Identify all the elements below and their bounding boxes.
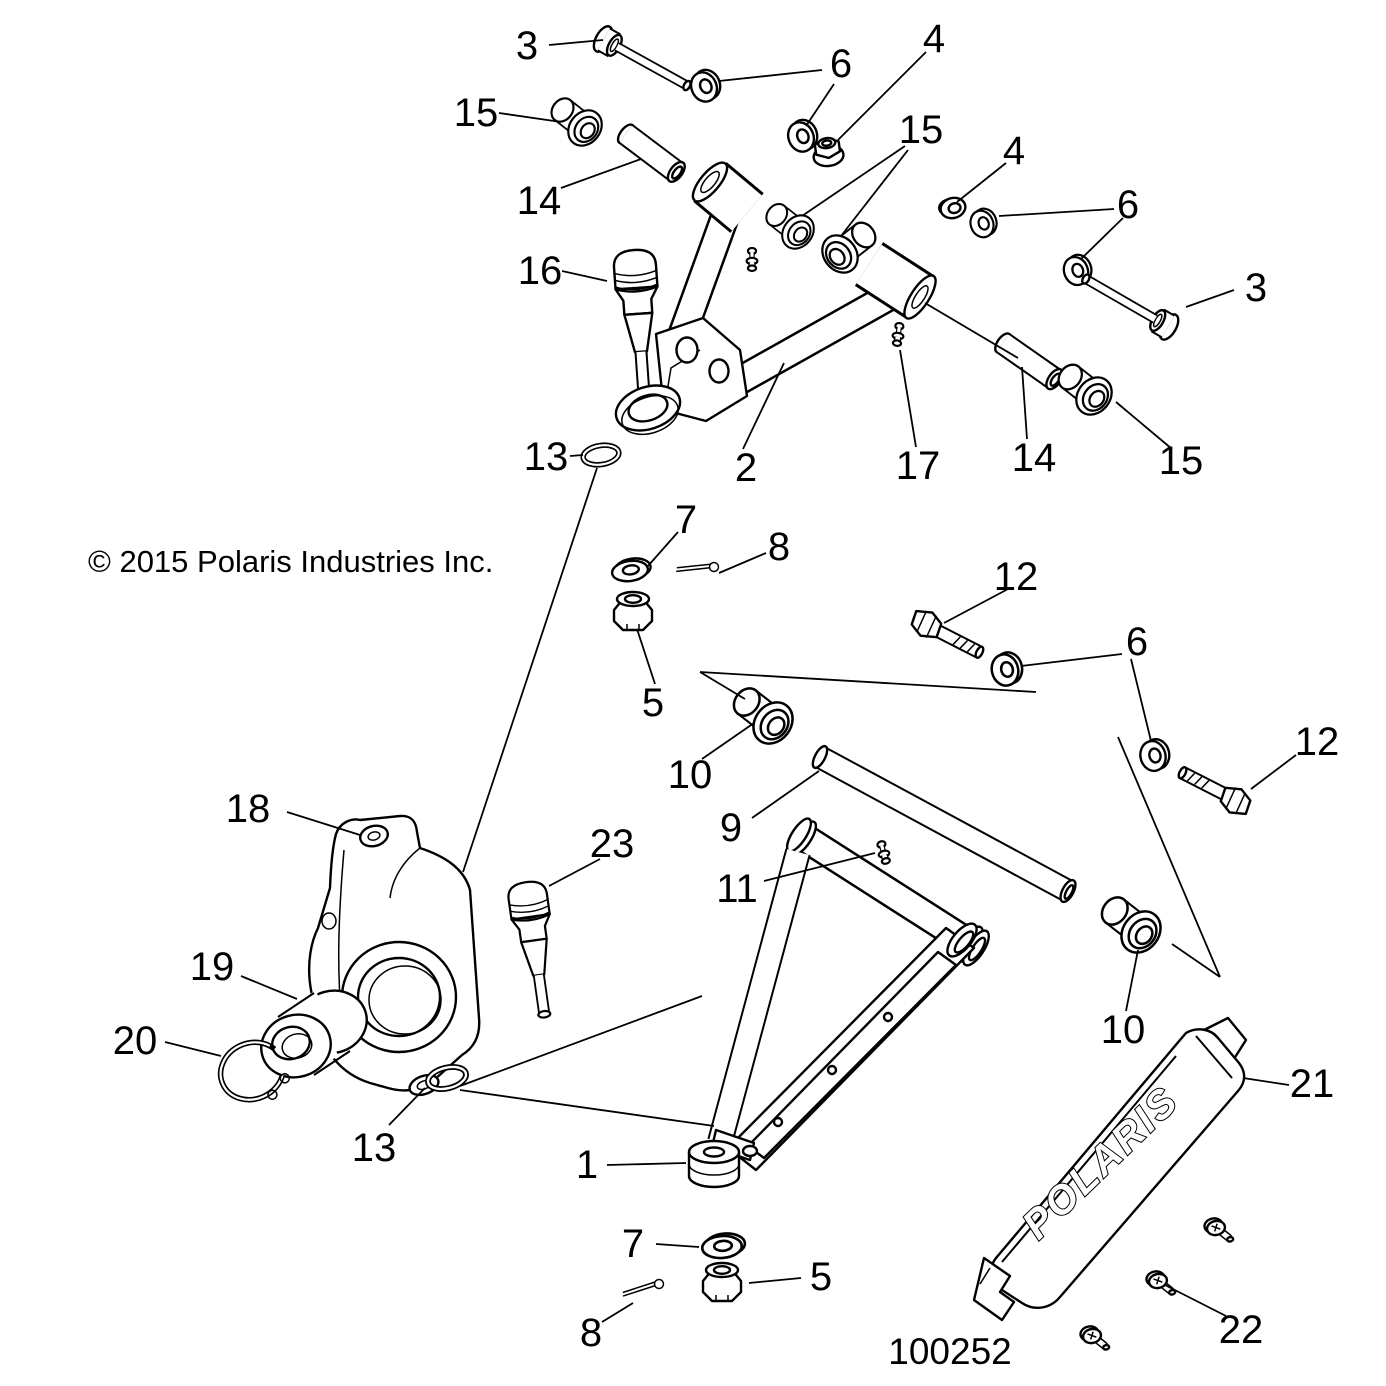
sleeve-14-a [615, 122, 688, 185]
washer-7-bottom [701, 1232, 745, 1259]
leader-line-14 [561, 159, 641, 188]
callout-18-24: 18 [225, 787, 271, 831]
button-bolt-4 [937, 195, 967, 221]
ball-joint-23 [507, 879, 564, 1020]
leader-line-21 [1243, 1078, 1289, 1085]
callout-13-10: 13 [523, 435, 569, 479]
leader-line-15 [841, 150, 908, 236]
leader-line-7 [656, 1244, 699, 1247]
grease-fitting-11 [875, 840, 891, 865]
leader-line-17 [900, 350, 916, 447]
callout-12-17: 12 [993, 555, 1039, 599]
diagram-number: 100252 [888, 1331, 1012, 1372]
callout-5-33: 5 [809, 1255, 833, 1299]
leader-line-6 [999, 209, 1114, 216]
callout-23-25: 23 [589, 822, 635, 866]
leader-line-16 [562, 271, 607, 281]
explosion-lines [460, 303, 1220, 1126]
leader-line-13 [570, 455, 583, 456]
leader-line-6 [719, 70, 822, 81]
leader-line-1 [607, 1163, 686, 1165]
callout-12-22: 12 [1294, 720, 1340, 764]
polaris-logo: POLARIS [1014, 1077, 1188, 1248]
bolt-12-left [907, 606, 988, 665]
screw-22-a [1203, 1215, 1233, 1246]
callout-14-13: 14 [1011, 436, 1057, 480]
callout-4-7: 4 [1002, 129, 1026, 173]
ball-joint-16 [613, 249, 665, 400]
bushing-15-d [1054, 360, 1119, 422]
leader-line-20 [165, 1042, 221, 1056]
callout-8-16: 8 [767, 525, 791, 569]
bolt-3-right [1076, 265, 1182, 342]
grease-fitting-17 [891, 322, 905, 346]
callout-7-15: 7 [674, 498, 698, 542]
leader-line-14 [1022, 367, 1027, 439]
leader-line-4 [957, 163, 1006, 202]
callout-10-29: 10 [1100, 1008, 1146, 1052]
callout-15-3: 15 [453, 91, 499, 135]
callout-15-6: 15 [898, 108, 944, 152]
castle-nut-5-bottom [703, 1263, 741, 1301]
bushing-15-a [547, 94, 609, 152]
washer-6-c [967, 205, 1001, 240]
callout-6-18: 6 [1125, 620, 1149, 664]
leader-line-12 [1251, 755, 1296, 789]
bolt-3-left [590, 23, 696, 99]
callout-11-23: 11 [716, 867, 758, 911]
pivot-bushing-1 [689, 1141, 739, 1187]
callout-4-2: 4 [922, 17, 946, 61]
callout-10-20: 10 [667, 753, 713, 797]
cotter-pin-8-bottom [621, 1269, 665, 1309]
washer-6-e [988, 650, 1025, 689]
washer-7-top [611, 556, 653, 583]
callout-2-11: 2 [734, 446, 758, 490]
sleeve-14-b [992, 330, 1066, 392]
copyright-text: © 2015 Polaris Industries Inc. [88, 544, 494, 579]
lower-a-arm [689, 744, 1078, 1187]
callout-5-19: 5 [641, 681, 665, 725]
callout-15-14: 15 [1158, 439, 1204, 483]
leader-line-6 [1131, 659, 1151, 741]
callout-13-28: 13 [351, 1126, 397, 1170]
callout-17-12: 17 [895, 444, 941, 488]
upper-a-arm [610, 158, 941, 442]
leader-line-5 [749, 1278, 801, 1283]
callout-6-8: 6 [1116, 183, 1140, 227]
leader-line-13 [389, 1088, 425, 1125]
leader-line-19 [241, 976, 297, 999]
leader-line-22 [1165, 1285, 1226, 1316]
bushing-10-left [729, 683, 801, 751]
callout-3-9: 3 [1244, 266, 1268, 310]
bushing-10-right [1097, 892, 1169, 960]
splash-guard-assembly [974, 1018, 1246, 1354]
leader-line-6 [806, 84, 834, 126]
leader-line-9 [752, 771, 819, 818]
leader-line-8 [719, 553, 766, 573]
leader-line-7 [648, 532, 678, 566]
callout-6-1: 6 [829, 42, 853, 86]
leader-line-5 [637, 629, 655, 684]
callout-3-0: 3 [515, 24, 539, 68]
callout-19-26: 19 [189, 945, 235, 989]
bushing-15-b [762, 200, 820, 255]
callout-8-34: 8 [579, 1311, 603, 1355]
bolt-12-right [1174, 761, 1255, 820]
screw-22-c [1079, 1323, 1109, 1354]
grease-fitting-icon [747, 248, 758, 271]
callout-14-4: 14 [516, 179, 562, 223]
leader-line-8 [602, 1303, 633, 1322]
snap-ring-13-top [582, 443, 621, 467]
callout-22-35: 22 [1218, 1308, 1264, 1352]
leader-line-3 [1186, 290, 1234, 307]
callout-1-31: 1 [575, 1143, 599, 1187]
washer-6-f [1137, 736, 1173, 773]
knuckle-assembly [211, 816, 564, 1116]
callout-7-32: 7 [621, 1222, 645, 1266]
leader-line-10 [1126, 950, 1138, 1011]
washer-6-a [686, 66, 725, 106]
callout-16-5: 16 [517, 249, 563, 293]
callout-9-21: 9 [719, 806, 743, 850]
callout-20-27: 20 [112, 1019, 158, 1063]
castle-nut-5-top [614, 592, 652, 630]
leader-line-6 [1021, 654, 1122, 666]
callout-21-30: 21 [1289, 1062, 1335, 1106]
screw-22-b [1145, 1268, 1175, 1299]
cotter-pin-8-top [675, 552, 720, 587]
